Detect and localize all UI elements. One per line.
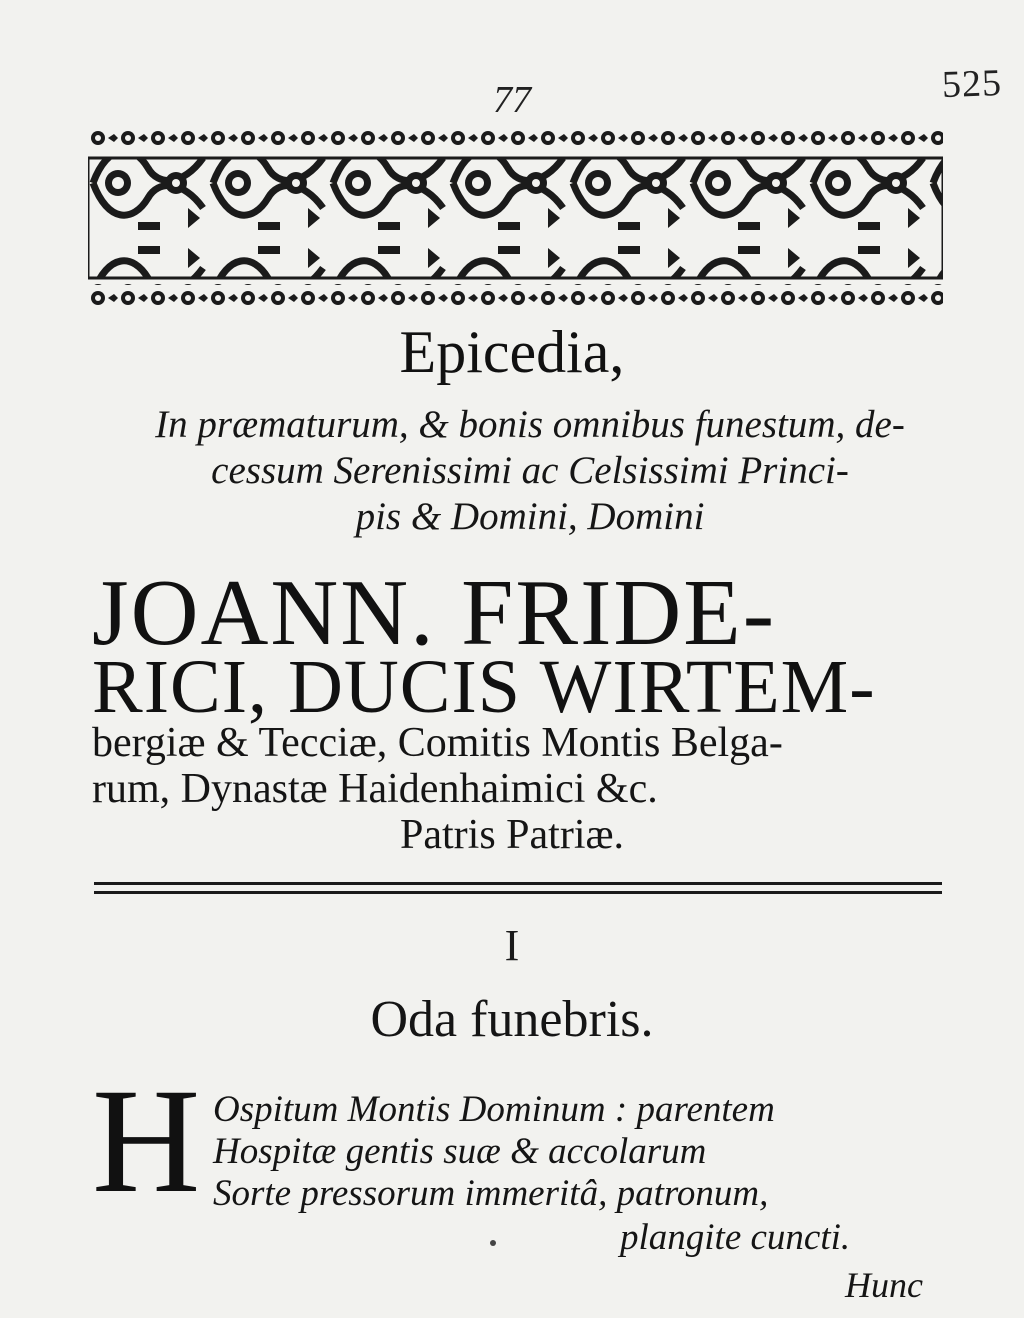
stray-dot: [490, 1240, 496, 1246]
section-title: Oda funebris.: [370, 991, 654, 1048]
catchword: Hunc: [845, 1265, 923, 1305]
double-rule-divider: [94, 882, 942, 900]
rule-line: [94, 891, 942, 894]
section-number: I: [504, 921, 520, 970]
subtitle-line: cessum Serenissimi ac Celsissimi Princi-: [211, 449, 849, 492]
drop-cap: H: [92, 1058, 201, 1224]
verse-line: Ospitum Montis Dominum : parentem: [213, 1089, 775, 1130]
honoree-titles: [92, 720, 942, 858]
verse-line: Hospitæ gentis suæ & accolarum: [213, 1131, 707, 1172]
verse-line: Sorte pressorum immeritâ, patronum,: [213, 1173, 769, 1214]
honoree-name-line: RICI, DUCIS WIRTEM-: [92, 645, 876, 729]
subtitle-line: In præmaturum, & bonis omnibus funestum, de-: [155, 403, 905, 446]
dedication-subtitle: [95, 402, 965, 540]
corner-folio-mark: 525: [941, 61, 1003, 107]
titles-line: rum, Dynastæ Haidenhaimici &c.: [92, 766, 658, 812]
titles-line: bergiæ & Tecciæ, Comitis Montis Belga-: [92, 720, 783, 766]
decorative-border-ornament: [88, 128, 943, 308]
honoree-name-line: JOANN. FRIDE-: [92, 561, 776, 665]
heading-epicedia: Epicedia,: [399, 319, 625, 385]
page-number: 77: [493, 79, 531, 121]
titles-line: Patris Patriæ.: [400, 812, 625, 858]
verse-line: plangite cuncti.: [620, 1217, 851, 1258]
subtitle-line: pis & Domini, Domini: [355, 495, 705, 538]
rule-line: [94, 882, 942, 885]
